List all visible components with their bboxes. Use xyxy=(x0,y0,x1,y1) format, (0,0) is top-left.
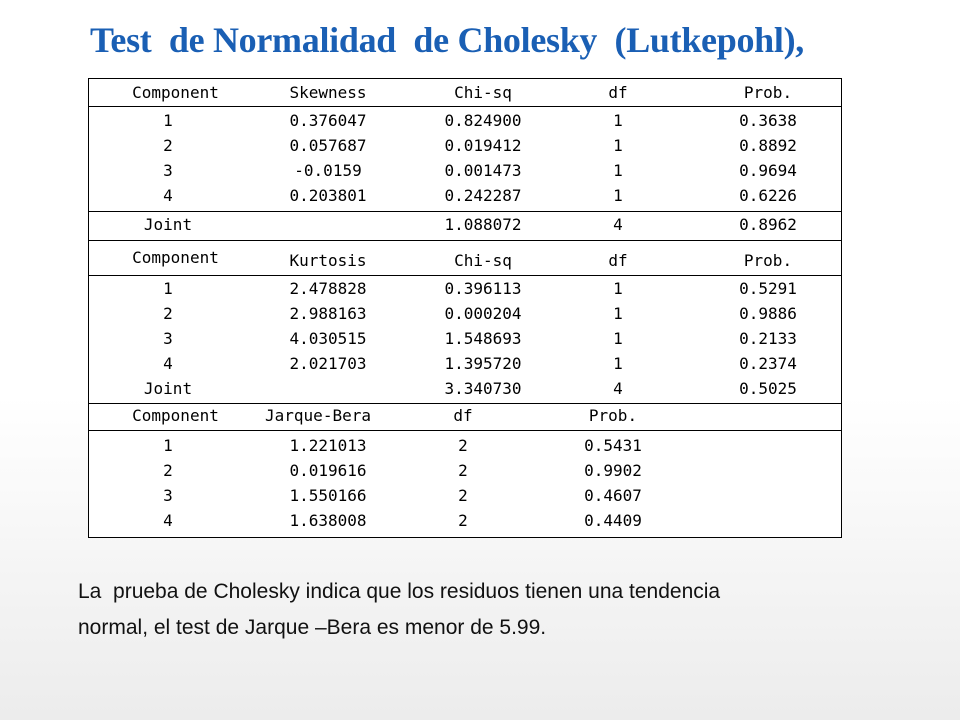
table-cell: 2 xyxy=(458,486,468,505)
table-cell: 0.824900 xyxy=(444,111,522,130)
table-cell: 0.4409 xyxy=(584,511,642,530)
table-cell: 3 xyxy=(163,486,173,505)
table-cell: 0.5291 xyxy=(739,279,797,298)
table-cell: 0.2133 xyxy=(739,329,797,348)
table-cell xyxy=(258,377,398,401)
header-cell: Chi-sq xyxy=(454,83,512,102)
kurtosis-header-row xyxy=(88,249,842,273)
table-cell: 0.000204 xyxy=(444,304,522,323)
table-cell: 0.376047 xyxy=(289,111,367,130)
header-cell: Prob. xyxy=(588,406,638,425)
table-row xyxy=(88,302,842,326)
table-cell: 1 xyxy=(613,161,623,180)
table-bottom-rule xyxy=(88,537,842,538)
jarque-bera-header-row xyxy=(88,404,842,428)
conclusion-line-1: La prueba de Cholesky indica que los residuos tienen una tendencia xyxy=(78,580,721,603)
table-cell: -0.0159 xyxy=(294,161,362,180)
header-cell: df xyxy=(608,251,628,270)
table-cell: 2 xyxy=(458,511,468,530)
kurtosis-top-rule xyxy=(88,240,842,241)
skewness-header-rule xyxy=(88,106,842,107)
header-cell: Component xyxy=(132,406,219,425)
table-cell: 2 xyxy=(458,461,468,480)
table-cell: 1 xyxy=(613,136,623,155)
conclusion-text xyxy=(78,574,918,646)
header-cell: Prob. xyxy=(743,251,793,270)
table-cell: 0.396113 xyxy=(444,279,522,298)
table-cell: 4.030515 xyxy=(289,329,367,348)
table-cell: 1 xyxy=(163,111,173,130)
table-cell: 1.088072 xyxy=(444,215,522,234)
header-cell: df xyxy=(453,406,473,425)
table-row xyxy=(88,509,842,533)
header-cell: Jarque-Bera xyxy=(265,406,371,425)
normality-test-tables xyxy=(88,78,842,538)
table-cell: Joint xyxy=(143,379,193,398)
table-cell: 0.019616 xyxy=(289,461,367,480)
table-cell: 0.9902 xyxy=(584,461,642,480)
header-cell: Skewness xyxy=(289,83,367,102)
table-cell: 1 xyxy=(163,279,173,298)
skewness-top-rule xyxy=(88,78,842,79)
table-cell: 0.242287 xyxy=(444,186,522,205)
table-cell: 1 xyxy=(613,329,623,348)
table-cell: 1 xyxy=(163,436,173,455)
table-cell: 4 xyxy=(163,511,173,530)
slide-title: Test de Normalidad de Cholesky (Lutkepohl), xyxy=(90,20,804,60)
table-cell: 2 xyxy=(163,136,173,155)
skewness-header-row xyxy=(88,81,842,105)
table-cell: 1.548693 xyxy=(444,329,522,348)
table-row xyxy=(88,109,842,133)
table-cell: 0.001473 xyxy=(444,161,522,180)
table-cell: 0.8892 xyxy=(739,136,797,155)
table-cell: 0.3638 xyxy=(739,111,797,130)
table-cell: 2 xyxy=(163,304,173,323)
header-cell: Kurtosis xyxy=(289,251,367,270)
table-cell: 0.203801 xyxy=(289,186,367,205)
table-cell: 3 xyxy=(163,329,173,348)
table-cell: 0.9694 xyxy=(739,161,797,180)
table-cell xyxy=(258,213,398,237)
table-cell: 0.5025 xyxy=(739,379,797,398)
table-row xyxy=(88,277,842,301)
table-cell: 2 xyxy=(458,436,468,455)
table-cell: 0.6226 xyxy=(739,186,797,205)
table-cell: 1 xyxy=(613,354,623,373)
header-cell: df xyxy=(608,83,628,102)
table-cell: 3 xyxy=(163,161,173,180)
kurtosis-header-rule xyxy=(88,275,842,276)
table-row xyxy=(88,184,842,208)
table-cell: 1.221013 xyxy=(289,436,367,455)
table-cell: 3.340730 xyxy=(444,379,522,398)
table-cell: 1.550166 xyxy=(289,486,367,505)
table-cell: 0.2374 xyxy=(739,354,797,373)
jarque-bera-header-rule xyxy=(88,430,842,431)
skewness-joint-rule xyxy=(88,211,842,212)
table-cell: 4 xyxy=(613,379,623,398)
table-row xyxy=(88,159,842,183)
table-cell: 0.8962 xyxy=(739,215,797,234)
joint-row xyxy=(88,377,842,401)
header-cell: Component xyxy=(132,83,219,102)
table-row xyxy=(88,134,842,158)
table-cell: 4 xyxy=(163,186,173,205)
table-cell: 0.4607 xyxy=(584,486,642,505)
header-cell: Component xyxy=(132,248,219,267)
table-cell: 4 xyxy=(613,215,623,234)
table-cell: 4 xyxy=(163,354,173,373)
table-cell: 1 xyxy=(613,279,623,298)
table-cell: 1 xyxy=(613,111,623,130)
table-cell: 1.395720 xyxy=(444,354,522,373)
table-row xyxy=(88,459,842,483)
table-cell: 1.638008 xyxy=(289,511,367,530)
table-row xyxy=(88,352,842,376)
table-row xyxy=(88,434,842,458)
table-cell: 0.9886 xyxy=(739,304,797,323)
table-cell: 0.057687 xyxy=(289,136,367,155)
table-cell: 0.019412 xyxy=(444,136,522,155)
header-cell: Prob. xyxy=(743,83,793,102)
header-cell: Chi-sq xyxy=(454,251,512,270)
joint-row xyxy=(88,213,842,237)
table-cell: 2.021703 xyxy=(289,354,367,373)
conclusion-line-2: normal, el test de Jarque –Bera es menor de 5.99. xyxy=(78,616,547,639)
table-cell: 1 xyxy=(613,304,623,323)
table-row xyxy=(88,327,842,351)
table-row xyxy=(88,484,842,508)
table-cell: 2 xyxy=(163,461,173,480)
table-cell: 2.988163 xyxy=(289,304,367,323)
table-cell: Joint xyxy=(143,215,193,234)
table-cell: 2.478828 xyxy=(289,279,367,298)
table-cell: 1 xyxy=(613,186,623,205)
table-cell: 0.5431 xyxy=(584,436,642,455)
